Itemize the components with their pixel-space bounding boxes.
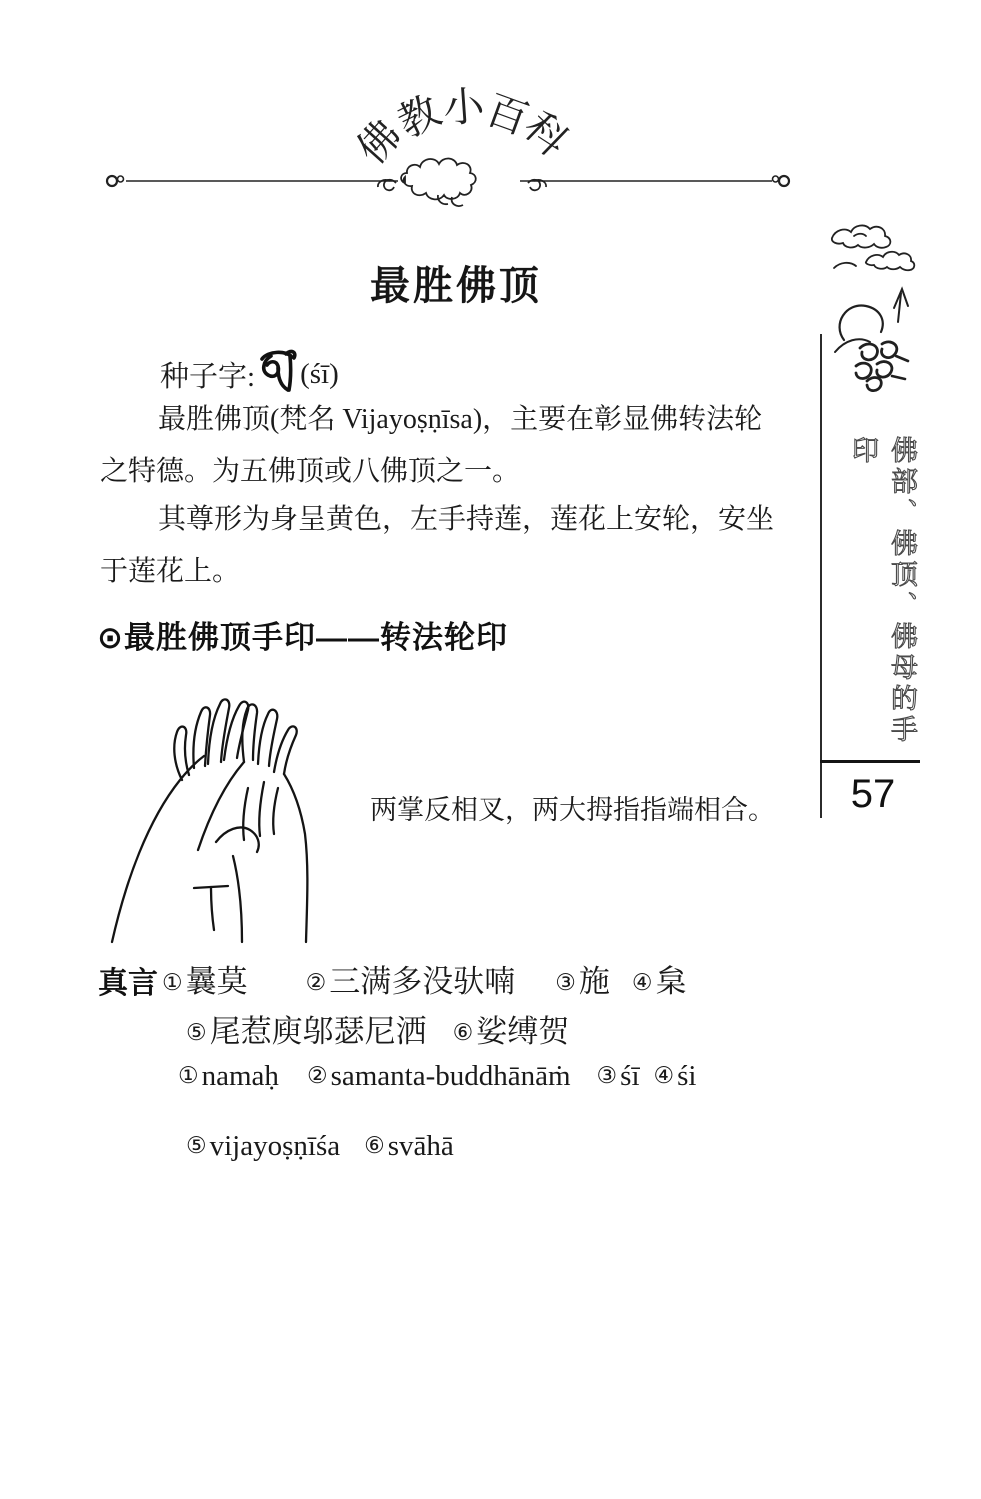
mantra-label: 真言 <box>98 967 158 1000</box>
mantra-item <box>364 1130 454 1163</box>
circled-number: ① <box>178 1063 199 1088</box>
mantra-text: svāhā <box>387 1130 454 1162</box>
mantra-text: 枲 <box>655 964 687 999</box>
circled-number: ① <box>162 970 183 995</box>
seed-label: 种子字: <box>160 360 256 393</box>
series-title-char: 百 <box>480 86 535 144</box>
paragraph <box>100 494 816 598</box>
paragraph-line: 之特德。为五佛顶或八佛顶之一。 <box>100 456 521 487</box>
siddham-seed-glyph-icon <box>257 348 297 394</box>
circled-number: ④ <box>653 1063 675 1088</box>
mantra-text: 曩莫 <box>185 964 248 999</box>
circled-number: ② <box>306 1063 328 1088</box>
mantra-text: 尾惹庾邬瑟尼洒 <box>209 1014 427 1049</box>
cloud-scroll-divider <box>98 152 798 208</box>
series-title-char: 教 <box>390 86 448 147</box>
mantra-item <box>178 1060 279 1093</box>
mantra-item <box>186 1130 340 1163</box>
circled-number: ③ <box>555 970 576 995</box>
circled-number: ⑤ <box>186 1133 207 1158</box>
mantra-item <box>307 1060 571 1093</box>
mantra-item <box>654 1060 697 1093</box>
paragraph-line: 最胜佛顶(梵名 Vijayoṣṇīsa)，主要在彰显佛转法轮 <box>158 404 763 435</box>
mantra-chinese-line-2 <box>186 1006 569 1051</box>
sidebar-horizontal-rule <box>820 760 920 763</box>
circled-number: ⑥ <box>364 1133 385 1158</box>
series-title-char: 小 <box>441 82 486 132</box>
paragraph-line: 其尊形为身呈黄色，左手持莲，莲花上安轮，安坐 <box>158 504 775 535</box>
section-heading: ⊙最胜佛顶手印——转法轮印 <box>97 620 508 655</box>
mantra-item <box>306 956 516 1001</box>
series-title-char: 科 <box>515 103 577 165</box>
figure-caption: 两掌反相叉，两大拇指指端相合。 <box>370 795 775 825</box>
mantra-text: śi <box>677 1060 697 1092</box>
mantra-item <box>453 1006 570 1051</box>
mantra-text: 施 <box>578 964 610 999</box>
mantra-text: namaḥ <box>201 1060 279 1092</box>
mantra-text: vijayoṣṇīśa <box>209 1130 341 1162</box>
sidebar-vertical-rule <box>820 334 822 818</box>
mantra-text: 娑缚贺 <box>476 1014 570 1049</box>
hand-sketch-icon <box>830 284 930 400</box>
mantra-item <box>555 956 610 1001</box>
mantra-text: śī <box>620 1060 640 1092</box>
cloud-sketch-icon <box>826 216 930 288</box>
circled-number: ⑤ <box>186 1020 207 1045</box>
mudra-hands-illustration <box>96 676 336 946</box>
mantra-item <box>186 1006 427 1051</box>
mantra-text: samanta-buddhānāṁ <box>330 1060 571 1092</box>
series-title-char: 佛 <box>348 111 410 173</box>
circled-number: ③ <box>596 1063 618 1088</box>
mantra-item <box>162 956 248 1001</box>
mantra-text: 三满多没驮喃 <box>329 964 516 999</box>
mantra-item <box>632 956 687 1001</box>
circled-number: ⑥ <box>452 1020 474 1045</box>
paragraph <box>100 394 816 498</box>
sidebar-chapter-title: 佛部、佛顶、佛母的手印 <box>848 436 917 746</box>
page-title: 最胜佛顶 <box>370 264 542 308</box>
seed-reading: (śī) <box>300 357 339 390</box>
mantra-chinese-line-1 <box>162 956 687 1001</box>
mantra-roman-line-2 <box>186 1130 454 1163</box>
mantra-roman-line-1 <box>178 1060 696 1093</box>
paragraph-line: 于莲花上。 <box>100 556 241 587</box>
seed-character-line <box>160 348 339 400</box>
page-number: 57 <box>850 772 896 816</box>
circled-number: ② <box>305 970 327 995</box>
mantra-item <box>597 1060 640 1093</box>
circled-number: ④ <box>631 970 653 995</box>
